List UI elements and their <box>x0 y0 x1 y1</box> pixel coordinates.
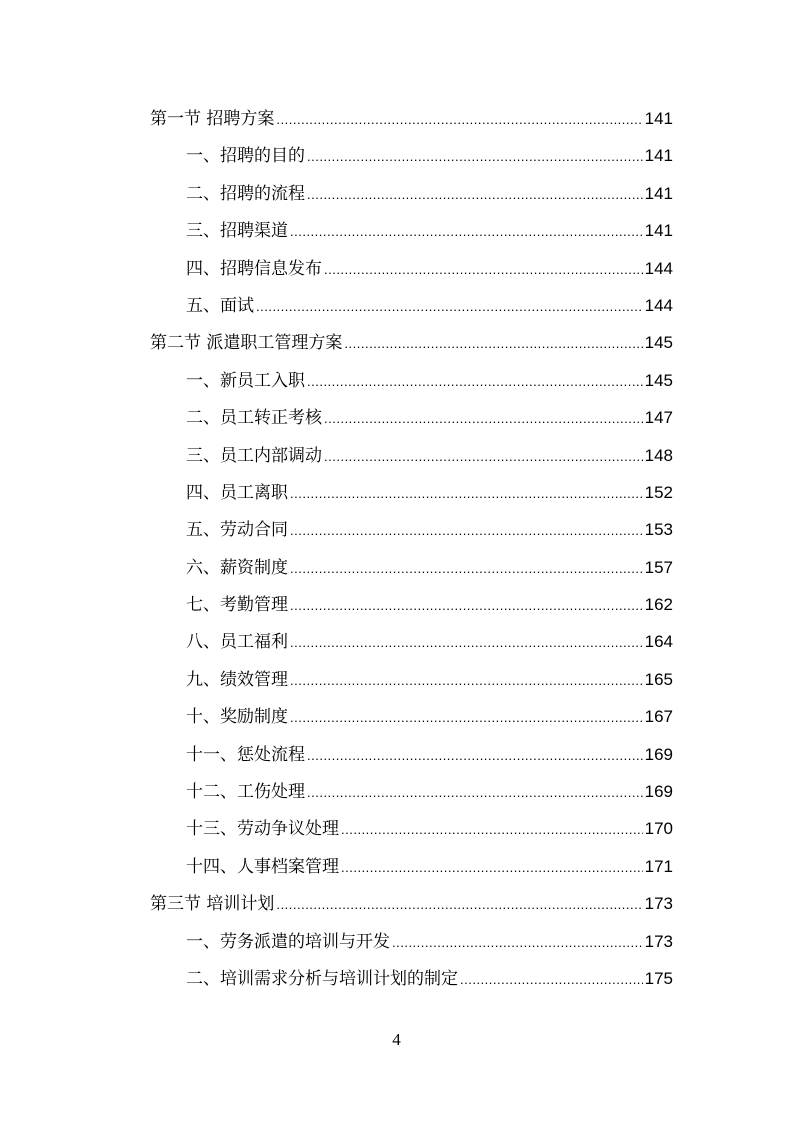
toc-entry-title: 二、招聘的流程 <box>186 183 305 204</box>
toc-entry-title: 五、面试 <box>186 295 254 316</box>
toc-entry-page: 165 <box>644 669 673 689</box>
toc-dot-leader <box>290 699 643 736</box>
toc-entry[interactable] <box>150 736 673 773</box>
toc-entry-page: 162 <box>644 595 673 615</box>
toc-entry-title: 一、新员工入职 <box>186 370 305 391</box>
toc-entry[interactable] <box>150 324 673 361</box>
toc-dot-leader <box>256 288 643 325</box>
toc-entry[interactable] <box>150 586 673 623</box>
toc-dot-leader <box>276 101 642 138</box>
toc-entry-title: 十一、惩处流程 <box>186 744 305 765</box>
toc-entry-page: 170 <box>644 819 673 839</box>
toc-entry-title: 八、员工福利 <box>186 632 288 653</box>
toc-entry[interactable] <box>150 810 673 847</box>
toc-entry[interactable] <box>150 698 673 735</box>
toc-entry-page: 148 <box>644 445 673 465</box>
toc-entry-title: 四、招聘信息发布 <box>186 258 322 279</box>
toc-entry-title: 第一节 招聘方案 <box>150 109 275 129</box>
toc-entry[interactable] <box>150 362 673 399</box>
toc-entry-page: 157 <box>644 557 673 577</box>
toc-entry-page: 171 <box>644 856 673 876</box>
toc-entry-page: 173 <box>644 894 673 914</box>
toc-entry-title: 十四、人事档案管理 <box>186 856 339 877</box>
toc-dot-leader <box>324 251 643 288</box>
toc-dot-leader <box>307 176 643 213</box>
toc-entry-title: 二、员工转正考核 <box>186 408 322 429</box>
table-of-contents <box>150 100 673 997</box>
toc-entry-page: 141 <box>644 109 673 128</box>
toc-dot-leader <box>344 325 642 362</box>
toc-entry-title: 十、奖励制度 <box>186 707 288 728</box>
toc-dot-leader <box>324 400 643 437</box>
toc-dot-leader <box>460 961 643 998</box>
toc-entry[interactable] <box>150 511 673 548</box>
toc-entry-page: 141 <box>644 146 673 166</box>
toc-dot-leader <box>290 512 643 549</box>
toc-dot-leader <box>307 774 643 811</box>
toc-entry-page: 152 <box>644 482 673 502</box>
toc-entry-page: 173 <box>644 931 673 951</box>
toc-entry[interactable] <box>150 623 673 660</box>
page-number: 4 <box>392 1030 401 1049</box>
toc-entry-title: 第二节 派遣职工管理方案 <box>150 333 343 354</box>
toc-entry-title: 二、培训需求分析与培训计划的制定 <box>186 968 458 989</box>
toc-entry-title: 三、招聘渠道 <box>186 221 288 242</box>
toc-entry-title: 五、劳动合同 <box>186 520 288 541</box>
toc-dot-leader <box>341 849 643 886</box>
toc-entry-title: 三、员工内部调动 <box>186 445 322 466</box>
toc-entry-page: 141 <box>644 183 673 203</box>
toc-entry-title: 第三节 培训计划 <box>150 894 275 915</box>
toc-entry[interactable] <box>150 175 673 212</box>
toc-entry-title: 一、招聘的目的 <box>186 146 305 167</box>
toc-entry[interactable] <box>150 661 673 698</box>
toc-entry-title: 十三、劳动争议处理 <box>186 819 339 840</box>
toc-entry-page: 147 <box>644 408 673 428</box>
toc-dot-leader <box>276 886 642 923</box>
toc-entry[interactable] <box>150 250 673 287</box>
toc-entry[interactable] <box>150 773 673 810</box>
toc-entry[interactable] <box>150 474 673 511</box>
toc-dot-leader <box>307 737 643 774</box>
toc-entry-page: 164 <box>644 632 673 652</box>
toc-dot-leader <box>290 662 643 699</box>
toc-entry[interactable] <box>150 885 673 922</box>
toc-dot-leader <box>290 550 643 587</box>
toc-dot-leader <box>324 438 643 475</box>
toc-entry-title: 七、考勤管理 <box>186 595 288 616</box>
toc-entry[interactable] <box>150 137 673 174</box>
toc-entry-page: 175 <box>644 968 673 988</box>
toc-entry-page: 141 <box>644 221 673 241</box>
toc-entry[interactable] <box>150 212 673 249</box>
toc-entry[interactable] <box>150 848 673 885</box>
toc-entry[interactable] <box>150 960 673 997</box>
toc-entry-page: 169 <box>644 744 673 764</box>
toc-entry[interactable] <box>150 100 673 137</box>
toc-entry[interactable] <box>150 437 673 474</box>
toc-dot-leader <box>290 587 643 624</box>
toc-dot-leader <box>307 138 643 175</box>
toc-entry-title: 十二、工伤处理 <box>186 782 305 803</box>
toc-entry-page: 145 <box>644 333 673 353</box>
toc-entry-title: 九、绩效管理 <box>186 669 288 690</box>
toc-dot-leader <box>290 624 643 661</box>
toc-entry[interactable] <box>150 399 673 436</box>
toc-entry-title: 四、员工离职 <box>186 482 288 503</box>
toc-entry-title: 六、薪资制度 <box>186 557 288 578</box>
toc-dot-leader <box>307 363 643 400</box>
toc-entry-title: 一、劳务派遣的培训与开发 <box>186 931 390 952</box>
toc-entry-page: 167 <box>644 707 673 727</box>
toc-entry[interactable] <box>150 923 673 960</box>
toc-entry[interactable] <box>150 549 673 586</box>
toc-dot-leader <box>290 213 643 250</box>
toc-entry-page: 169 <box>644 782 673 802</box>
toc-dot-leader <box>341 811 643 848</box>
toc-dot-leader <box>392 924 643 961</box>
toc-entry-page: 144 <box>644 258 673 278</box>
toc-entry-page: 144 <box>644 295 673 315</box>
toc-entry[interactable] <box>150 287 673 324</box>
toc-dot-leader <box>290 475 643 512</box>
toc-entry-page: 145 <box>644 370 673 390</box>
toc-entry-page: 153 <box>644 520 673 540</box>
